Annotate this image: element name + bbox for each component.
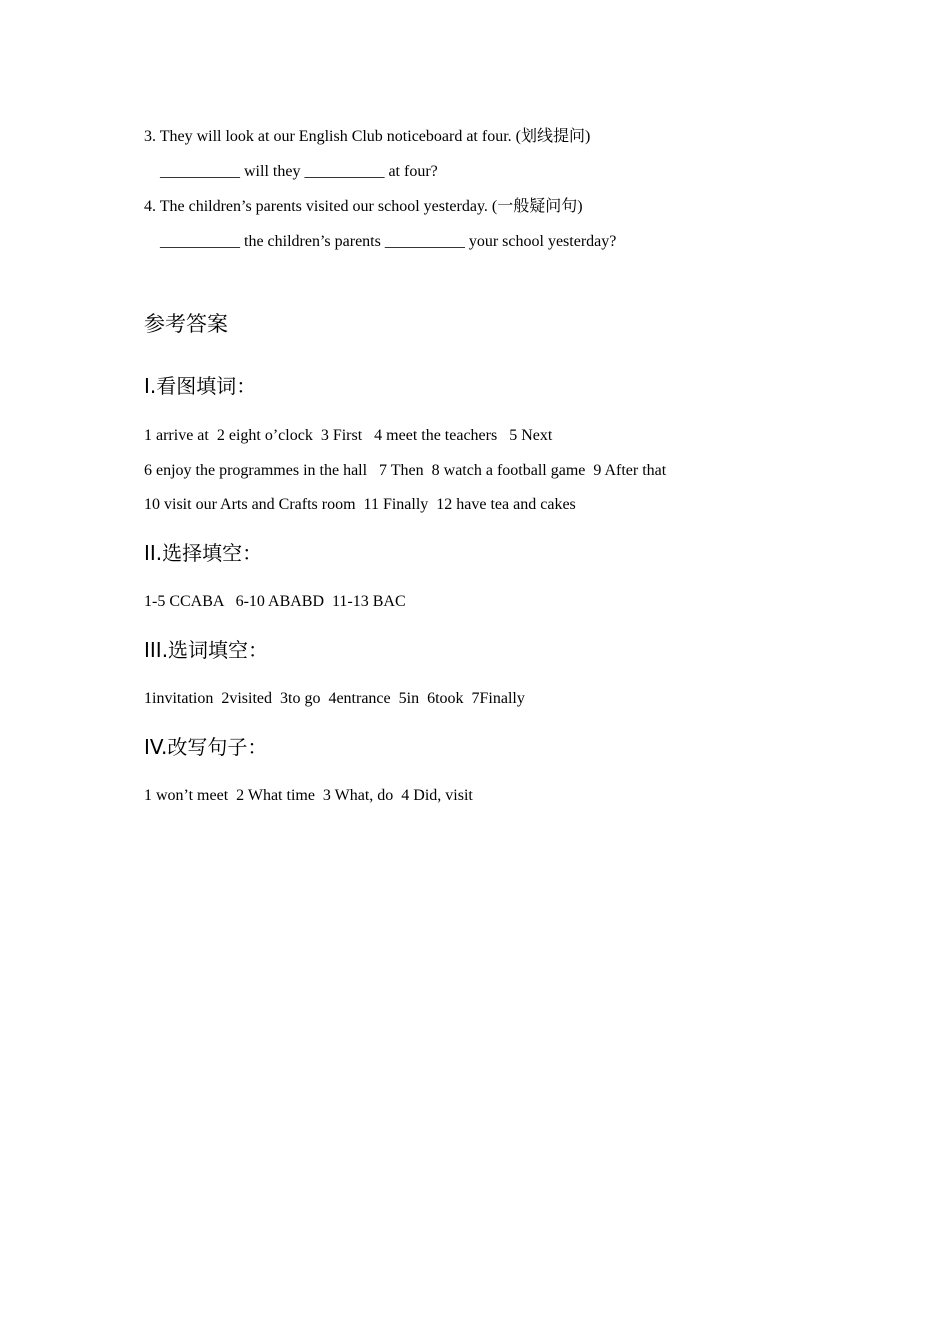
section-1-line-1: 1 arrive at 2 eight o’clock 3 First 4 meet the teachers 5 Next	[144, 427, 553, 444]
question-4-answer-blank: __________ the children’s parents __________ your school yesterday?	[160, 233, 617, 250]
question-4: 4. The children’s parents visited our school yesterday. (一般疑问句)	[144, 198, 583, 215]
answer-key-title: 参考答案	[144, 312, 228, 336]
section-2-heading: II.选择填空：	[144, 541, 263, 565]
question-3-answer-blank: __________ will they __________ at four?	[160, 163, 438, 180]
section-4-heading: IV.改写句子：	[144, 735, 268, 759]
question-3: 3. They will look at our English Club noticeboard at four. (划线提问)	[144, 128, 591, 145]
section-3-heading: III.选词填空：	[144, 638, 269, 662]
section-1-line-3: 10 visit our Arts and Crafts room 11 Finally 12 have tea and cakes	[144, 496, 576, 513]
section-1-line-2: 6 enjoy the programmes in the hall 7 Then 8 watch a football game 9 After that	[144, 462, 667, 479]
section-1-heading: I.看图填词：	[144, 374, 257, 398]
section-2-line-1: 1-5 CCABA 6-10 ABABD 11-13 BAC	[144, 593, 406, 610]
section-4-line-1: 1 won’t meet 2 What time 3 What, do 4 Did, visit	[144, 787, 473, 804]
section-3-line-1: 1invitation 2visited 3to go 4entrance 5in 6took 7Finally	[144, 690, 525, 707]
